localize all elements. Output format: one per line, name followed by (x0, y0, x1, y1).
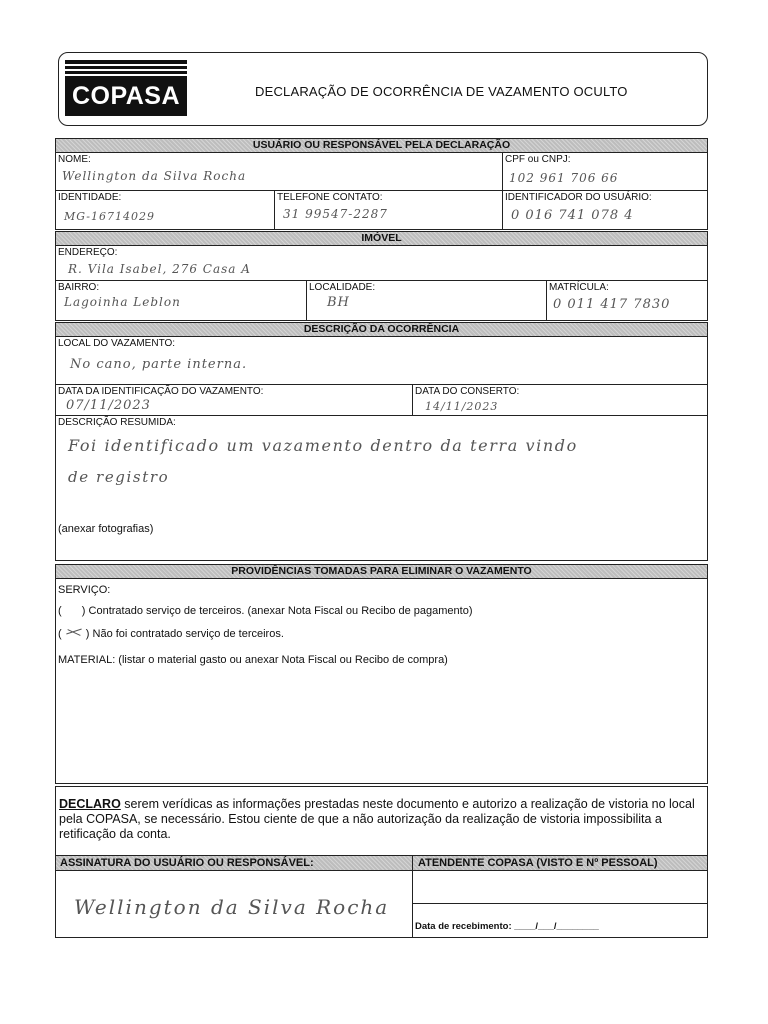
field-endereco[interactable] (56, 246, 707, 280)
declaracao-text (59, 797, 699, 842)
label-telefone: TELEFONE CONTATO: (277, 192, 383, 203)
row-nome (56, 153, 707, 191)
row-bairro (56, 281, 707, 321)
option-contratado[interactable] (58, 605, 473, 617)
label-atendente: ATENDENTE COPASA (VISTO E Nº PESSOAL) (418, 857, 658, 869)
section-providencias (55, 564, 708, 784)
label-descricao: DESCRIÇÃO RESUMIDA: (58, 417, 176, 428)
option-contratado-text: ) Contratado serviço de terceiros. (anexar Nota Fiscal ou Recibo de pagamento) (81, 605, 473, 617)
anexar-fotografias-note: (anexar fotografias) (58, 523, 154, 535)
label-data-identificacao: DATA DA IDENTIFICAÇÃO DO VAZAMENTO: (58, 386, 264, 397)
value-matricula: 0 011 417 7830 (553, 297, 671, 312)
declaracao-body: serem verídicas as informações prestadas neste documento e autorizo a realização de vistoria no local pela COPASA, se necessário. Estou ciente de que a não autorização da realização de vistoria impossibilita a retificação da conta. (59, 797, 695, 841)
value-identificador: 0 016 741 078 4 (511, 208, 634, 223)
row-datas (56, 385, 707, 416)
label-cpf: CPF ou CNPJ: (505, 154, 571, 165)
row-local (56, 337, 707, 385)
row-descricao (56, 416, 707, 561)
band-imovel: IMÓVEL (56, 232, 707, 246)
declaro-keyword: DECLARO (59, 797, 121, 811)
option-nao-contratado[interactable] (58, 627, 284, 640)
band-assinatura (56, 855, 707, 871)
label-local: LOCAL DO VAZAMENTO: (58, 338, 176, 349)
field-identificador[interactable] (502, 191, 707, 230)
header-box (58, 52, 708, 126)
checkbox-nao-contratado-open[interactable]: ( (58, 628, 62, 640)
label-identificador: IDENTIFICADOR DO USUÁRIO: (505, 192, 652, 203)
field-identidade[interactable] (56, 191, 274, 230)
signature-usuario[interactable]: Wellington da Silva Rocha (74, 895, 390, 919)
field-data-identificacao[interactable] (56, 385, 412, 415)
field-nome[interactable] (56, 153, 502, 190)
label-bairro: BAIRRO: (58, 282, 100, 293)
band-usuario: USUÁRIO OU RESPONSÁVEL PELA DECLARAÇÃO (56, 139, 707, 153)
copasa-logo (65, 60, 187, 116)
value-bairro: Lagoinha Leblon (64, 295, 181, 309)
band-ocorrencia: DESCRIÇÃO DA OCORRÊNCIA (56, 323, 707, 337)
label-endereco: ENDEREÇO: (58, 247, 118, 258)
field-bairro[interactable] (56, 281, 306, 321)
section-imovel (55, 231, 708, 321)
signature-divider (412, 855, 413, 937)
label-matricula: MATRÍCULA: (549, 282, 609, 293)
atendente-divider (412, 903, 707, 904)
checkbox-contratado-open[interactable]: ( (58, 605, 62, 617)
value-descricao-line2: de registro (68, 468, 170, 486)
value-descricao-line1: Foi identificado um vazamento dentro da terra vindo (68, 436, 578, 455)
value-endereco: R. Vila Isabel, 276 Casa A (68, 262, 251, 276)
field-telefone[interactable] (274, 191, 502, 230)
value-identidade: MG-16714029 (64, 210, 155, 223)
value-nome: Wellington da Silva Rocha (62, 169, 247, 183)
option-nao-contratado-text: ) Não foi contratado serviço de terceiros. (85, 628, 284, 640)
label-data-conserto: DATA DO CONSERTO: (415, 386, 520, 397)
value-localidade: BH (327, 295, 350, 310)
label-assinatura: ASSINATURA DO USUÁRIO OU RESPONSÁVEL: (60, 857, 314, 869)
label-material: MATERIAL: (listar o material gasto ou anexar Nota Fiscal ou Recibo de compra) (58, 654, 448, 666)
section-ocorrencia (55, 322, 708, 561)
field-local[interactable] (56, 337, 707, 384)
label-servico: SERVIÇO: (58, 584, 111, 596)
data-recebimento-field[interactable]: Data de recebimento: ____/___/________ (415, 921, 599, 932)
document-title: DECLARAÇÃO DE OCORRÊNCIA DE VAZAMENTO OCULTO (255, 84, 628, 99)
section-usuario (55, 138, 708, 230)
label-nome: NOME: (58, 154, 91, 165)
field-cpf[interactable] (502, 153, 707, 190)
value-data-identificacao: 07/11/2023 (66, 398, 151, 413)
check-mark-icon (65, 627, 83, 637)
value-cpf: 102 961 706 66 (509, 171, 619, 185)
value-data-conserto: 14/11/2023 (425, 400, 499, 413)
field-localidade[interactable] (306, 281, 546, 321)
value-local: No cano, parte interna. (70, 357, 248, 372)
row-identidade (56, 191, 707, 230)
label-localidade: LOCALIDADE: (309, 282, 376, 293)
band-providencias: PROVIDÊNCIAS TOMADAS PARA ELIMINAR O VAZAMENTO (56, 565, 707, 579)
section-declaracao (55, 786, 708, 938)
field-data-conserto[interactable] (412, 385, 707, 415)
label-identidade: IDENTIDADE: (58, 192, 122, 203)
field-matricula[interactable] (546, 281, 707, 321)
logo-text: COPASA (71, 82, 181, 110)
value-telefone: 31 99547-2287 (283, 207, 388, 221)
field-descricao[interactable] (56, 416, 707, 561)
row-endereco (56, 246, 707, 281)
